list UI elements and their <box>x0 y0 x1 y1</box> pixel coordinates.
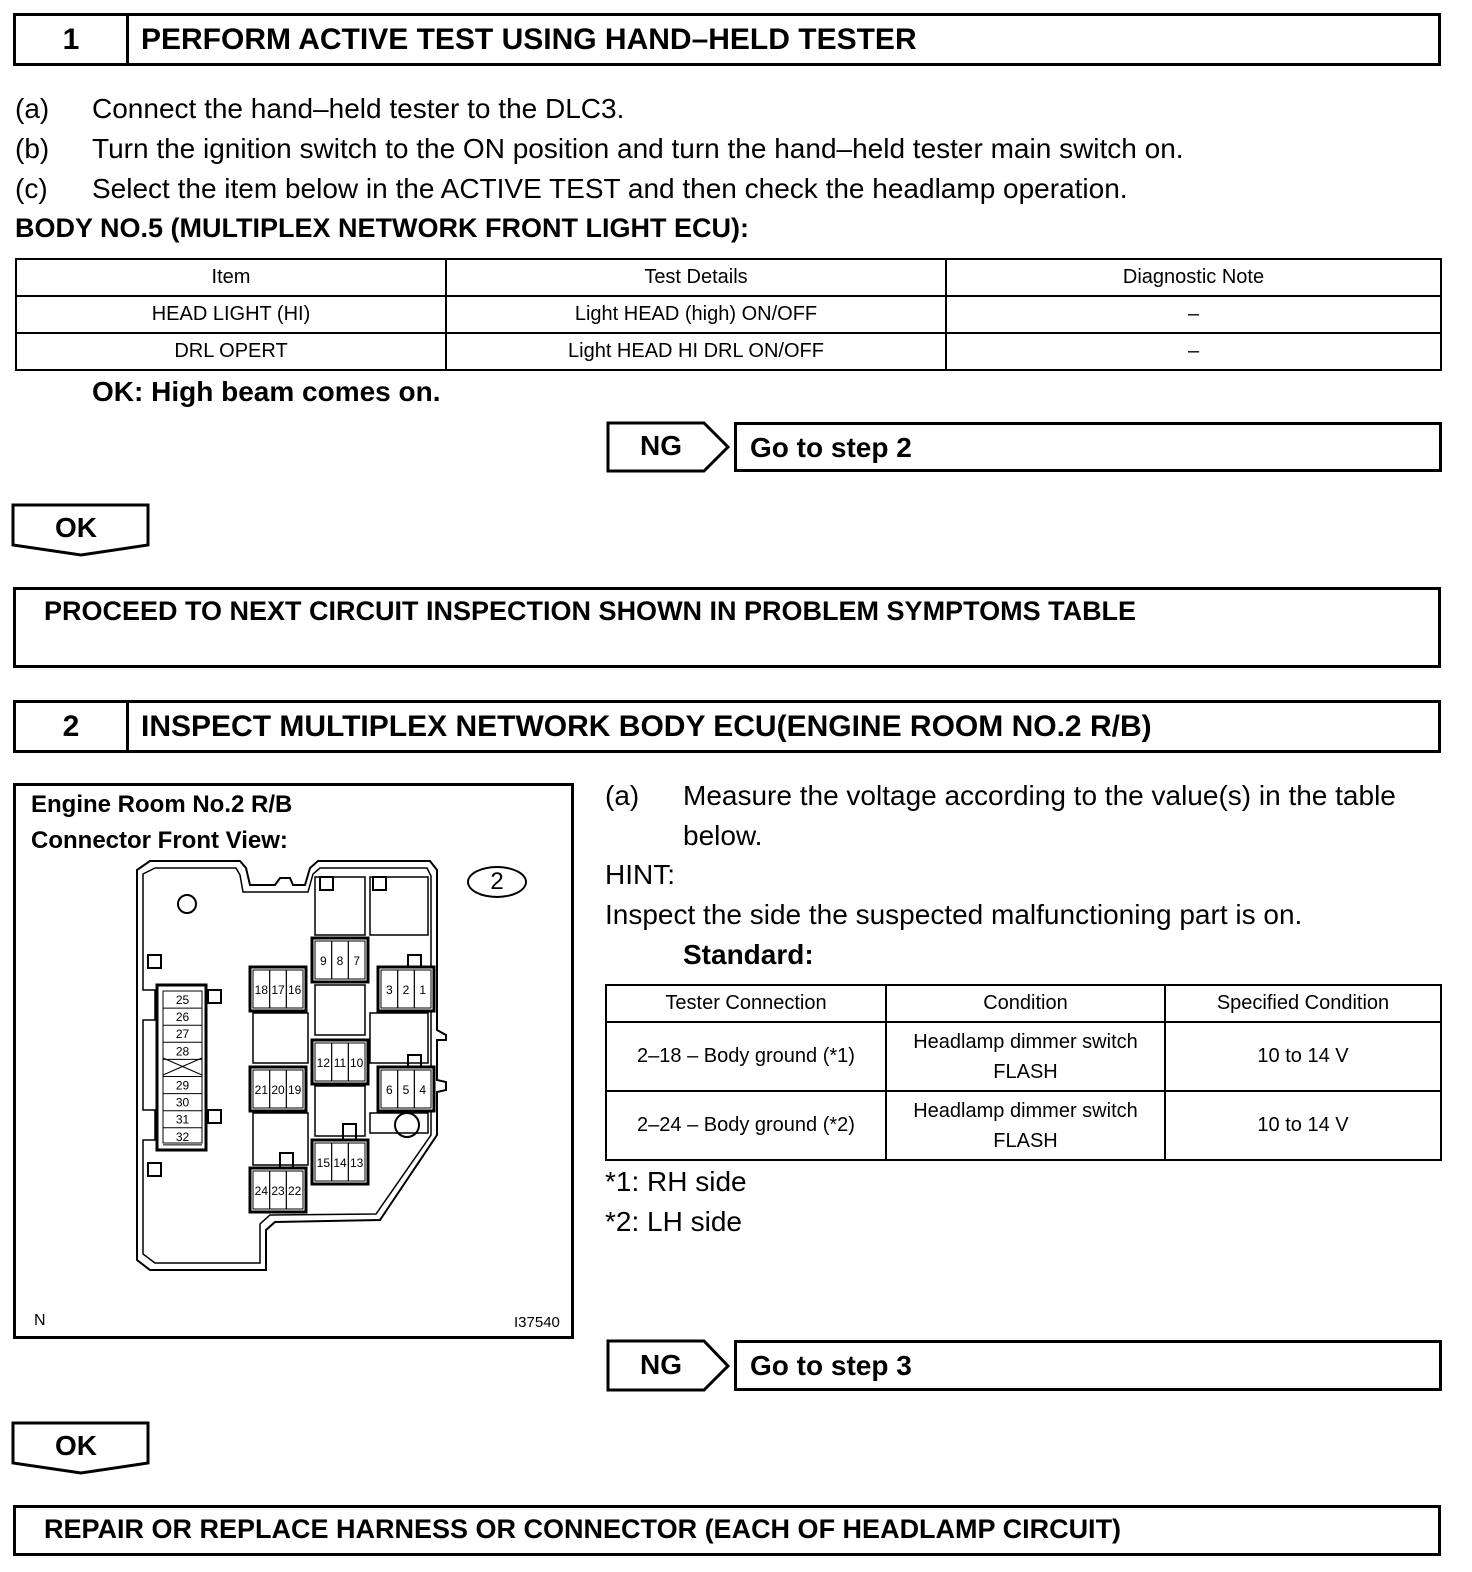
pin-number: 4 <box>419 1083 427 1097</box>
pin-number: 28 <box>175 1044 190 1059</box>
pin-number: 13 <box>349 1156 364 1170</box>
note-2: *2: LH side <box>605 1206 742 1237</box>
col-header: Diagnostic Note <box>946 259 1441 296</box>
col-header: Item <box>16 259 446 296</box>
pin-number: 11 <box>333 1056 347 1070</box>
pin-number: 9 <box>319 954 327 968</box>
instruction-label-a: (a) <box>15 93 50 124</box>
instruction-label-a: (a) <box>605 780 640 811</box>
cell: Light HEAD (high) ON/OFF <box>446 296 946 333</box>
pin-number: 16 <box>287 983 302 997</box>
connector-block <box>250 967 306 1011</box>
result-text: PROCEED TO NEXT CIRCUIT INSPECTION SHOWN IN PROBLEM SYMPTOMS TABLE <box>44 596 1137 626</box>
pin-number: 18 <box>254 983 269 997</box>
figure-id: I37540 <box>514 1314 560 1331</box>
step-number: 1 <box>16 16 129 63</box>
cell: – <box>946 333 1441 370</box>
connector-id: 2 <box>490 868 504 895</box>
pin-number: 20 <box>271 1083 285 1097</box>
pin-number: 10 <box>349 1056 364 1070</box>
step-number: 2 <box>16 703 129 750</box>
pin-number: 12 <box>316 1056 331 1070</box>
ok-criteria: OK: High beam comes on. <box>92 376 441 407</box>
table-row <box>606 1091 1441 1160</box>
ok-label: OK <box>55 1430 97 1461</box>
connector-block <box>312 1040 368 1084</box>
ng-action: Go to step 3 <box>750 1350 912 1381</box>
pin-number: 6 <box>385 1083 393 1097</box>
pin-number: 27 <box>175 1027 190 1042</box>
pin-number: 8 <box>336 954 344 968</box>
cell: 2–18 – Body ground (*1) <box>606 1022 886 1091</box>
col-header: Test Details <box>446 259 946 296</box>
hint-text: Inspect the side the suspected malfunctioning part is on. <box>605 899 1303 930</box>
go-to-step-2-link[interactable] <box>734 422 1442 472</box>
cell: Light HEAD HI DRL ON/OFF <box>446 333 946 370</box>
condition-line1: Headlamp dimmer switch <box>913 1099 1138 1122</box>
pin-number: 7 <box>353 954 361 968</box>
cell <box>886 1022 1165 1091</box>
pin-number: 14 <box>333 1156 347 1170</box>
instruction-c: Select the item below in the ACTIVE TEST and then check the headlamp operation. <box>92 173 1128 204</box>
standard-label: Standard: <box>683 939 814 970</box>
connector-block <box>250 1168 306 1212</box>
result-text: REPAIR OR REPLACE HARNESS OR CONNECTOR (EACH OF HEADLAMP CIRCUIT) <box>44 1514 1122 1544</box>
instruction-label-c: (c) <box>15 173 48 204</box>
instruction-a-line2: below. <box>683 820 763 851</box>
connector-block <box>378 1067 434 1111</box>
pin-number: 2 <box>402 983 410 997</box>
connector-block <box>312 1140 368 1184</box>
ng-label: NG <box>640 1349 682 1380</box>
diagram-title-1: Engine Room No.2 R/B <box>31 791 293 818</box>
result-box-repair <box>13 1505 1441 1556</box>
col-header: Specified Condition <box>1165 985 1441 1022</box>
instruction-label-b: (b) <box>15 133 50 164</box>
instruction-a-line1: Measure the voltage according to the value(s) in the table <box>683 780 1396 811</box>
pin-number: 22 <box>287 1184 302 1198</box>
table-row <box>606 1022 1441 1091</box>
pin-number: 24 <box>254 1184 269 1198</box>
corner-label: N <box>34 1312 46 1329</box>
col-header: Condition <box>886 985 1165 1022</box>
connector-block <box>250 1067 306 1111</box>
pin-number: 17 <box>271 983 285 997</box>
cell: DRL OPERT <box>16 333 446 370</box>
note-1: *1: RH side <box>605 1166 747 1197</box>
table-title: BODY NO.5 (MULTIPLEX NETWORK FRONT LIGHT ECU): <box>15 213 749 243</box>
connector-id-badge <box>467 866 527 898</box>
cell <box>886 1091 1165 1160</box>
pin-number: 23 <box>271 1184 285 1198</box>
ng-label: NG <box>640 430 682 461</box>
go-to-step-3-link[interactable] <box>734 1340 1442 1391</box>
col-header: Tester Connection <box>606 985 886 1022</box>
step-title: INSPECT MULTIPLEX NETWORK BODY ECU(ENGINE ROOM NO.2 R/B) <box>141 709 1152 743</box>
pin-number: 25 <box>175 993 190 1007</box>
pin-number: 30 <box>175 1095 190 1110</box>
pin-number: 31 <box>175 1112 190 1127</box>
relay-block-drawing <box>0 0 600 1300</box>
diagram-title-2: Connector Front View: <box>31 827 288 854</box>
instruction-b: Turn the ignition switch to the ON position and turn the hand–held tester main switch on. <box>92 133 1184 164</box>
pin-number: 5 <box>402 1083 410 1097</box>
ng-action: Go to step 2 <box>750 432 912 463</box>
pin-number: 26 <box>175 1010 190 1025</box>
cell: HEAD LIGHT (HI) <box>16 296 446 333</box>
ok-label: OK <box>55 512 97 543</box>
cell: 2–24 – Body ground (*2) <box>606 1091 886 1160</box>
pin-number: 29 <box>175 1078 190 1093</box>
pin-number: 21 <box>254 1083 269 1097</box>
condition-line1: Headlamp dimmer switch <box>913 1030 1138 1053</box>
connector-block <box>378 967 434 1011</box>
connector-block <box>312 938 368 982</box>
pin-number: 32 <box>175 1129 190 1144</box>
instruction-a: Connect the hand–held tester to the DLC3. <box>92 93 625 124</box>
pin-number: 19 <box>287 1083 302 1097</box>
pin-number: 1 <box>419 983 427 997</box>
condition-line2: FLASH <box>993 1129 1058 1152</box>
condition-line2: FLASH <box>993 1060 1058 1083</box>
cell: – <box>946 296 1441 333</box>
cell: 10 to 14 V <box>1165 1091 1441 1160</box>
pin-number: 15 <box>316 1156 331 1170</box>
pin-number: 3 <box>385 983 393 997</box>
hint-label: HINT: <box>605 859 675 890</box>
step-title: PERFORM ACTIVE TEST USING HAND–HELD TESTER <box>141 22 917 56</box>
standard-table <box>605 984 1442 1161</box>
cell: 10 to 14 V <box>1165 1022 1441 1091</box>
